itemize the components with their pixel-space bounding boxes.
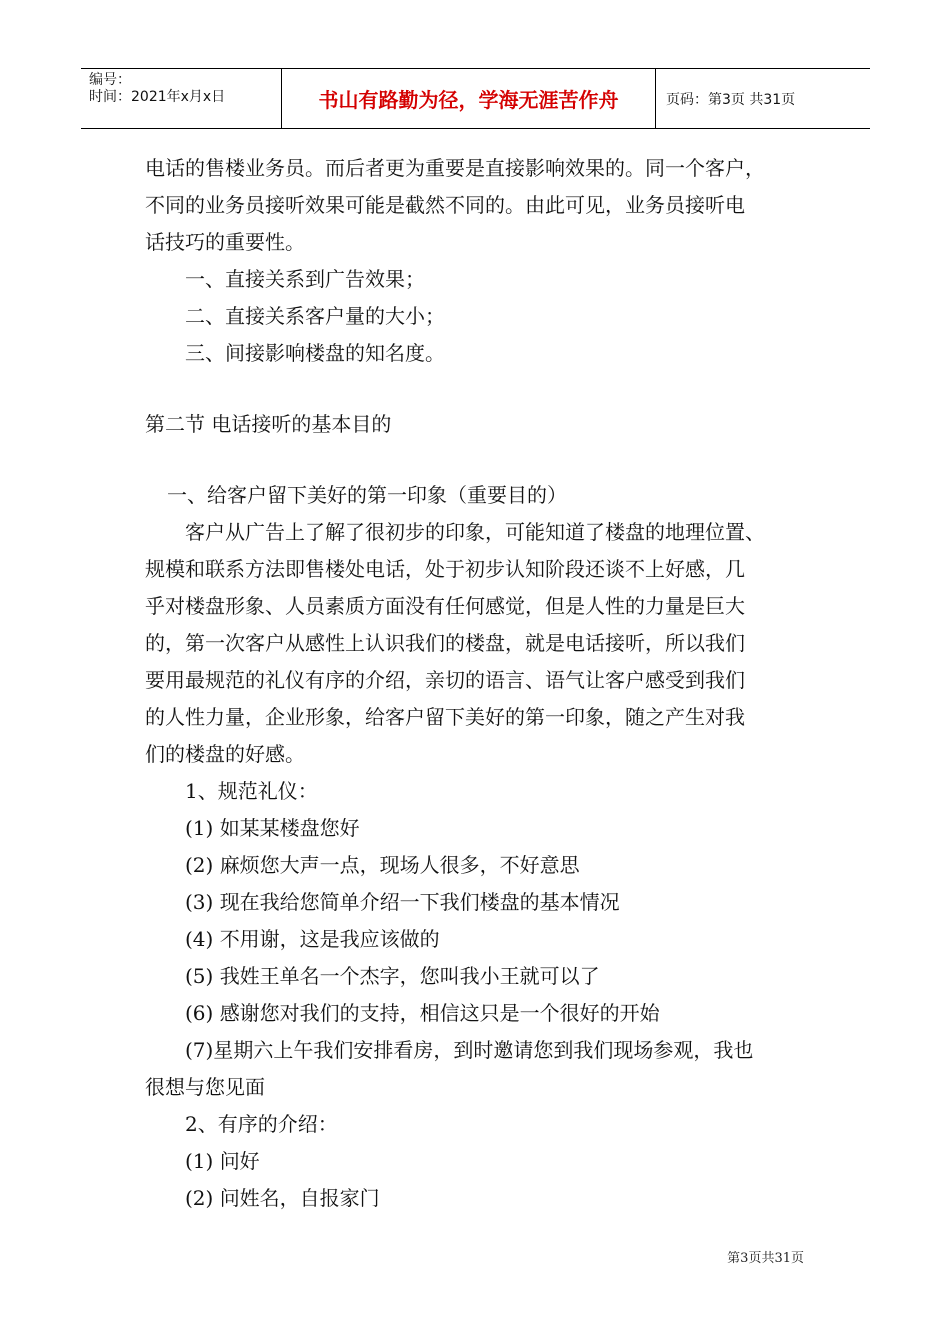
list-item: 二、直接关系客户量的大小； — [185, 304, 445, 328]
time-label: 时间：2021年x月x日 — [89, 89, 226, 105]
document-body — [145, 150, 825, 1217]
number-label: 编号： — [89, 72, 131, 88]
body-line: 的，第一次客户从感性上认识我们的楼盘，就是电话接听，所以我们 — [145, 631, 745, 655]
spacer — [145, 443, 825, 477]
body-line: 很想与您见面 — [145, 1075, 265, 1099]
list-item: (4) 不用谢，这是我应该做的 — [185, 927, 440, 951]
body-line: 话技巧的重要性。 — [145, 230, 305, 254]
list-item: (2) 麻烦您大声一点，现场人很多，不好意思 — [185, 853, 580, 877]
body-line: 要用最规范的礼仪有序的介绍，亲切的语言、语气让客户感受到我们 — [145, 668, 745, 692]
spacer — [145, 372, 825, 406]
body-line: 的人性力量，企业形象，给客户留下美好的第一印象，随之产生对我 — [145, 705, 745, 729]
body-line: 们的楼盘的好感。 — [145, 742, 305, 766]
list-item: 三、间接影响楼盘的知名度。 — [185, 341, 445, 365]
list-item: (1) 如某某楼盘您好 — [185, 816, 360, 840]
header-meta — [81, 69, 282, 128]
body-line: 电话的售楼业务员。而后者更为重要是直接影响效果的。同一个客户， — [145, 156, 765, 180]
body-line: 客户从广告上了解了很初步的印象，可能知道了楼盘的地理位置、 — [185, 520, 765, 544]
list-item: (6) 感谢您对我们的支持，相信这只是一个很好的开始 — [185, 1001, 660, 1025]
list-item: (7)星期六上午我们安排看房，到时邀请您到我们现场参观，我也 — [185, 1038, 754, 1062]
section-heading: 第二节 电话接听的基本目的 — [145, 412, 392, 436]
list-item: (1) 问好 — [185, 1149, 260, 1173]
list-item: (2) 问姓名，自报家门 — [185, 1186, 380, 1210]
body-line: 规模和联系方法即售楼处电话，处于初步认知阶段还谈不上好感，几 — [145, 557, 745, 581]
page-footer: 第3页共31页 — [727, 1251, 804, 1266]
list-heading: 2、有序的介绍： — [185, 1112, 338, 1136]
header-page-label: 页码：第3页 共31页 — [666, 91, 796, 108]
list-item: (3) 现在我给您简单介绍一下我们楼盘的基本情况 — [185, 890, 620, 914]
list-heading: 1、规范礼仪： — [185, 779, 318, 803]
list-item: 一、直接关系到广告效果； — [185, 267, 425, 291]
body-line: 不同的业务员接听效果可能是截然不同的。由此可见，业务员接听电 — [145, 193, 745, 217]
body-line: 乎对楼盘形象、人员素质方面没有任何感觉，但是人性的力量是巨大 — [145, 594, 745, 618]
page-header — [81, 68, 870, 129]
header-motto: 书山有路勤为径，学海无涯苦作舟 — [282, 69, 656, 128]
list-item: (5) 我姓王单名一个杰字，您叫我小王就可以了 — [185, 964, 600, 988]
subsection-heading: 一、给客户留下美好的第一印象（重要目的） — [167, 483, 567, 507]
